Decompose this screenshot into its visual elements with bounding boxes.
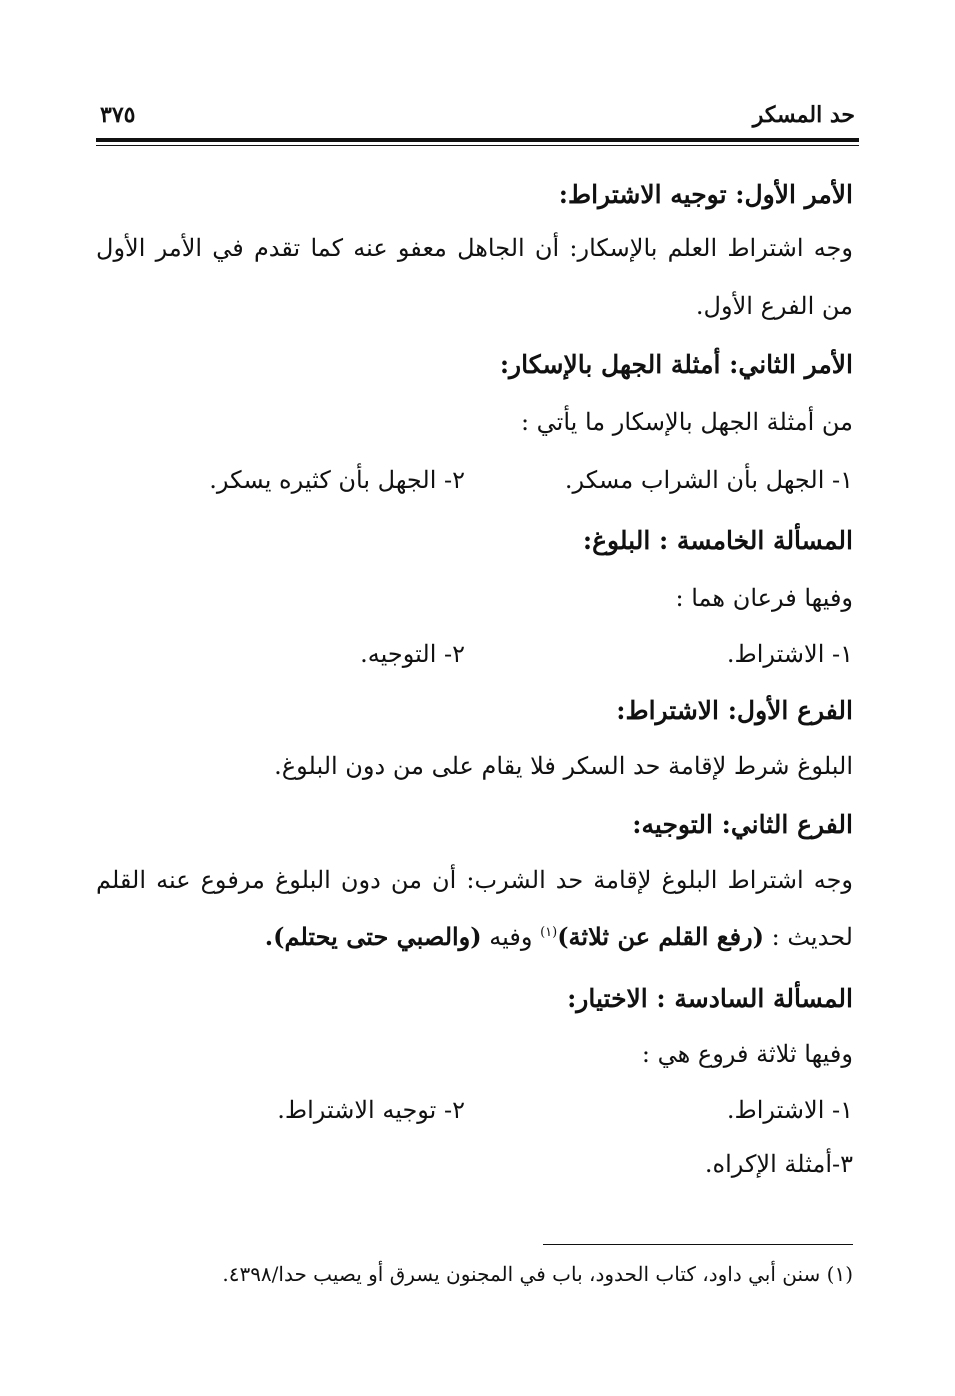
running-title: حد المسكر bbox=[752, 102, 855, 128]
header-rule-thin bbox=[96, 145, 859, 146]
list-item-2: ٢- توجيه الاشتراط. bbox=[277, 1096, 465, 1124]
hadith-connector: وفيه bbox=[481, 923, 541, 951]
hadith-quote-2: (والصبي حتى يحتلم). bbox=[264, 922, 482, 951]
heading-second-branch: الفرع الثاني: التوجيه: bbox=[632, 810, 853, 839]
paragraph-puberty-condition: البلوغ شرط لإقامة حد السكر فلا يقام على من دون البلوغ. bbox=[274, 752, 853, 780]
footnote-ref: (١) bbox=[540, 925, 558, 940]
heading-fifth-issue: المسألة الخامسة : البلوغ: bbox=[582, 526, 853, 555]
heading-second-matter: الأمر الثاني: أمثلة الجهل بالإسكار: bbox=[499, 350, 853, 379]
list-item-1: ١- الاشتراط. bbox=[726, 640, 853, 668]
paragraph-hadith-line bbox=[265, 922, 853, 951]
list-item-1: ١- الاشتراط. bbox=[726, 1096, 853, 1124]
heading-first-matter: الأمر الأول: توجيه الاشتراط: bbox=[558, 180, 853, 209]
paragraph-knowledge-condition-end: من الفرع الأول. bbox=[695, 292, 853, 320]
page-number: ٣٧٥ bbox=[100, 102, 136, 128]
footnote-separator bbox=[543, 1244, 853, 1245]
list-item-1: ١- الجهل بأن الشراب مسكر. bbox=[564, 466, 853, 494]
paragraph-puberty-reason: وجه اشتراط البلوغ لإقامة حد الشرب: أن من دون البلوغ مرفوع عنه القلم bbox=[96, 866, 853, 894]
header-rule-thick bbox=[96, 138, 859, 142]
list-item-2: ٢- الجهل بأن كثيره يسكر. bbox=[209, 466, 465, 494]
list-item-2: ٢- التوجيه. bbox=[360, 640, 465, 668]
hadith-intro: لحديث : bbox=[764, 923, 853, 951]
paragraph-examples-intro: من أمثلة الجهل بالإسكار ما يأتي : bbox=[520, 408, 853, 436]
heading-first-branch: الفرع الأول: الاشتراط: bbox=[616, 696, 853, 725]
footnote: (١) سنن أبي داود، كتاب الحدود، باب في المجنون يسرق أو يصيب حدا/٤٣٩٨. bbox=[222, 1262, 853, 1286]
paragraph-two-branches: وفيها فرعان هما : bbox=[675, 584, 853, 612]
paragraph-three-branches: وفيها ثلاثة فروع هي : bbox=[641, 1040, 853, 1068]
hadith-quote-1: (رفع القلم عن ثلاثة) bbox=[557, 922, 764, 951]
heading-sixth-issue: المسألة السادسة : الاختيار: bbox=[567, 984, 853, 1013]
paragraph-knowledge-condition: وجه اشتراط العلم بالإسكار: أن الجاهل معفو عنه كما تقدم في الأمر الأول bbox=[96, 234, 853, 262]
list-item-3: ٣-أمثلة الإكراه. bbox=[704, 1150, 853, 1178]
